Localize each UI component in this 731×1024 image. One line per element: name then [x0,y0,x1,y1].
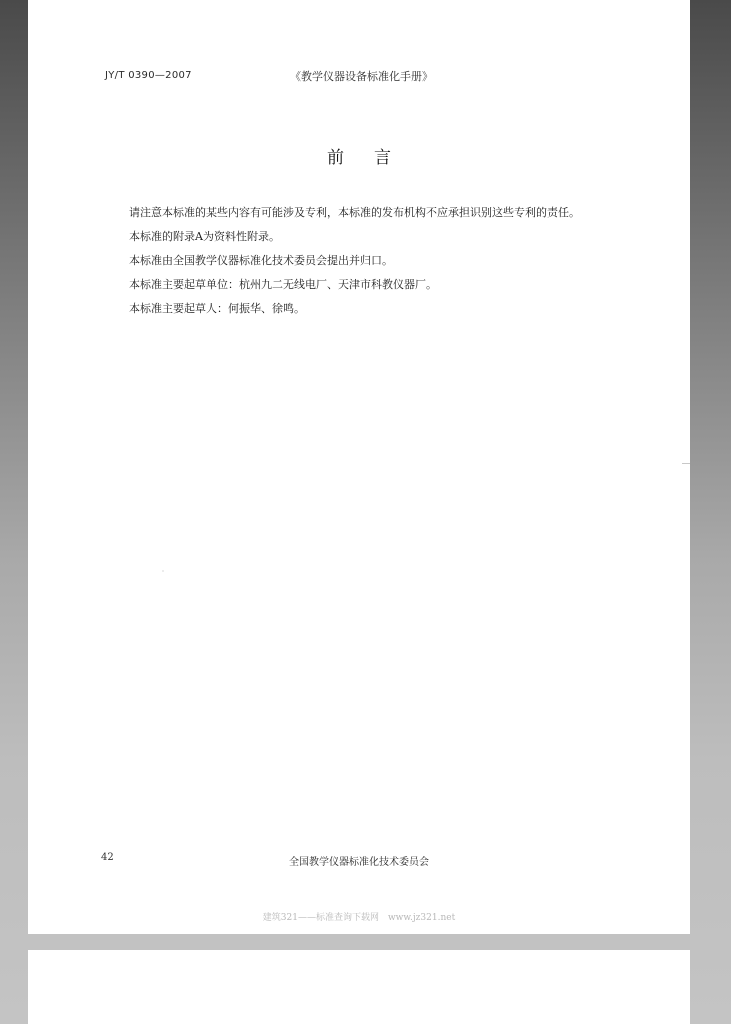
watermark-text: 建筑321——标准查询下载网 www.jz321.net [262,913,456,923]
edge-mark [682,463,690,464]
paragraph-drafting-units: 本标准主要起草单位：杭州九二无线电厂、天津市科教仪器厂。 [129,278,437,291]
footer-organization: 全国教学仪器标准化技术委员会 [289,857,429,868]
paragraph-drafters: 本标准主要起草人：何振华、徐鸣。 [129,302,305,315]
standard-code: JY/T 0390—2007 [105,70,192,81]
page-title: 前言 [327,148,421,168]
paragraph-appendix: 本标准的附录A为资料性附录。 [129,230,280,243]
handbook-title: 《教学仪器设备标准化手册》 [290,70,433,83]
next-page [28,950,690,1024]
scan-speck [162,570,164,572]
foreword-body [129,207,649,327]
paragraph-patent-notice: 请注意本标准的某些内容有可能涉及专利，本标准的发布机构不应承担识别这些专利的责任。 [129,206,580,219]
page-number: 42 [101,852,114,863]
paragraph-proposer: 本标准由全国教学仪器标准化技术委员会提出并归口。 [129,254,393,267]
document-page [28,0,690,934]
